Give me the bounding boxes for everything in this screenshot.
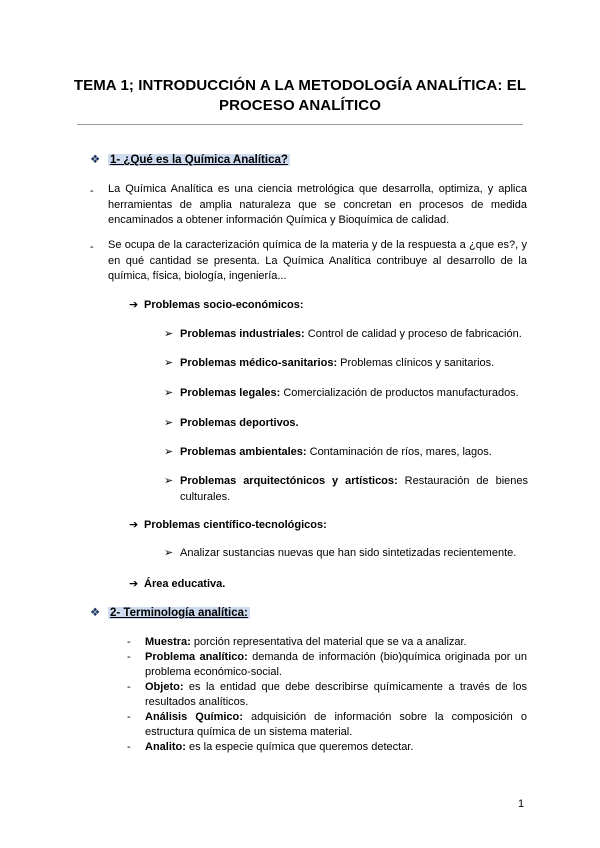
arrowhead-bullet-icon: ➢ — [164, 446, 174, 458]
arrow-right-icon: ➔ — [129, 519, 139, 531]
arrowhead-bullet-icon: ➢ — [164, 328, 174, 340]
section-1-heading — [90, 152, 290, 168]
arrow-right-icon: ➔ — [129, 578, 139, 590]
list-item: ➢ Analizar sustancias nuevas que han sido sintetizadas recientemente. — [164, 546, 528, 562]
arrowhead-bullet-icon: ➢ — [164, 357, 174, 369]
list-item: ➢ Problemas médico-sanitarios: Problemas clínicos y sanitarios. — [164, 356, 528, 372]
list-item: ➢ Problemas industriales: Control de calidad y proceso de fabricación. — [164, 327, 528, 343]
section-1-heading-text: 1- ¿Qué es la Química Analítica? — [110, 154, 288, 166]
term-item: - Problema analítico: demanda de información (bio)química originada por un problema económico-social. — [127, 651, 527, 678]
term-item: - Muestra: porción representativa del material que se va a analizar. — [127, 636, 467, 648]
list-item: ➢ Problemas legales: Comercialización de productos manufacturados. — [164, 386, 528, 402]
arrowhead-bullet-icon: ➢ — [164, 547, 174, 559]
arrowhead-bullet-icon: ➢ — [164, 475, 174, 487]
arrowhead-bullet-icon: ➢ — [164, 387, 174, 399]
term-item: - Objeto: es la entidad que debe describirse químicamente a través de los resultados analíticos. — [127, 681, 527, 708]
title-line-2: PROCESO ANALÍTICO — [219, 97, 381, 114]
title-line-1: TEMA 1; INTRODUCCIÓN A LA METODOLOGÍA ANALÍTICA: EL — [73, 77, 527, 94]
title-divider — [77, 124, 523, 125]
document-title — [60, 76, 540, 116]
intro-paragraph-1: La Química Analítica es una ciencia metrológica que desarrolla, optimiza, y aplica herramientas de amplia naturaleza que se concretan en procesos de medida encaminados a obtener información Química y Bioquímica de calidad. — [108, 183, 527, 226]
dash-bullet: - — [90, 185, 94, 197]
list-item: ➢ Problemas ambientales: Contaminación de ríos, mares, lagos. — [164, 445, 528, 461]
educational-area-heading: ➔ Área educativa. — [129, 578, 226, 590]
socio-economic-heading: ➔ Problemas socio-económicos: — [129, 299, 304, 311]
arrow-right-icon: ➔ — [129, 299, 139, 311]
scientific-technological-heading: ➔ Problemas científico-tecnológicos: — [129, 519, 327, 531]
dash-bullet: - — [90, 241, 94, 253]
term-item: - Análisis Químico: adquisición de información sobre la composición o estructura química de un sistema material. — [127, 711, 527, 738]
intro-paragraph-2: Se ocupa de la caracterización química de la materia y de la respuesta a ¿que es?, y en qué cantidad se presenta. La Química Analítica contribuye al desarrollo de la química, física, biología, ingeniería... — [108, 239, 527, 282]
diamond-bullet-icon: ❖ — [90, 607, 101, 619]
arrowhead-bullet-icon: ➢ — [164, 417, 174, 429]
list-item: ➢ Problemas deportivos. — [164, 416, 528, 432]
list-item: ➢ Problemas arquitectónicos y artísticos: Restauración de bienes culturales. — [164, 475, 528, 503]
page-number: 1 — [518, 798, 525, 810]
section-2-heading — [90, 605, 250, 621]
section-2-heading-text: 2- Terminología analítica: — [110, 607, 248, 619]
term-item: - Analito: es la especie química que queremos detectar. — [127, 741, 414, 753]
diamond-bullet-icon: ❖ — [90, 154, 101, 166]
